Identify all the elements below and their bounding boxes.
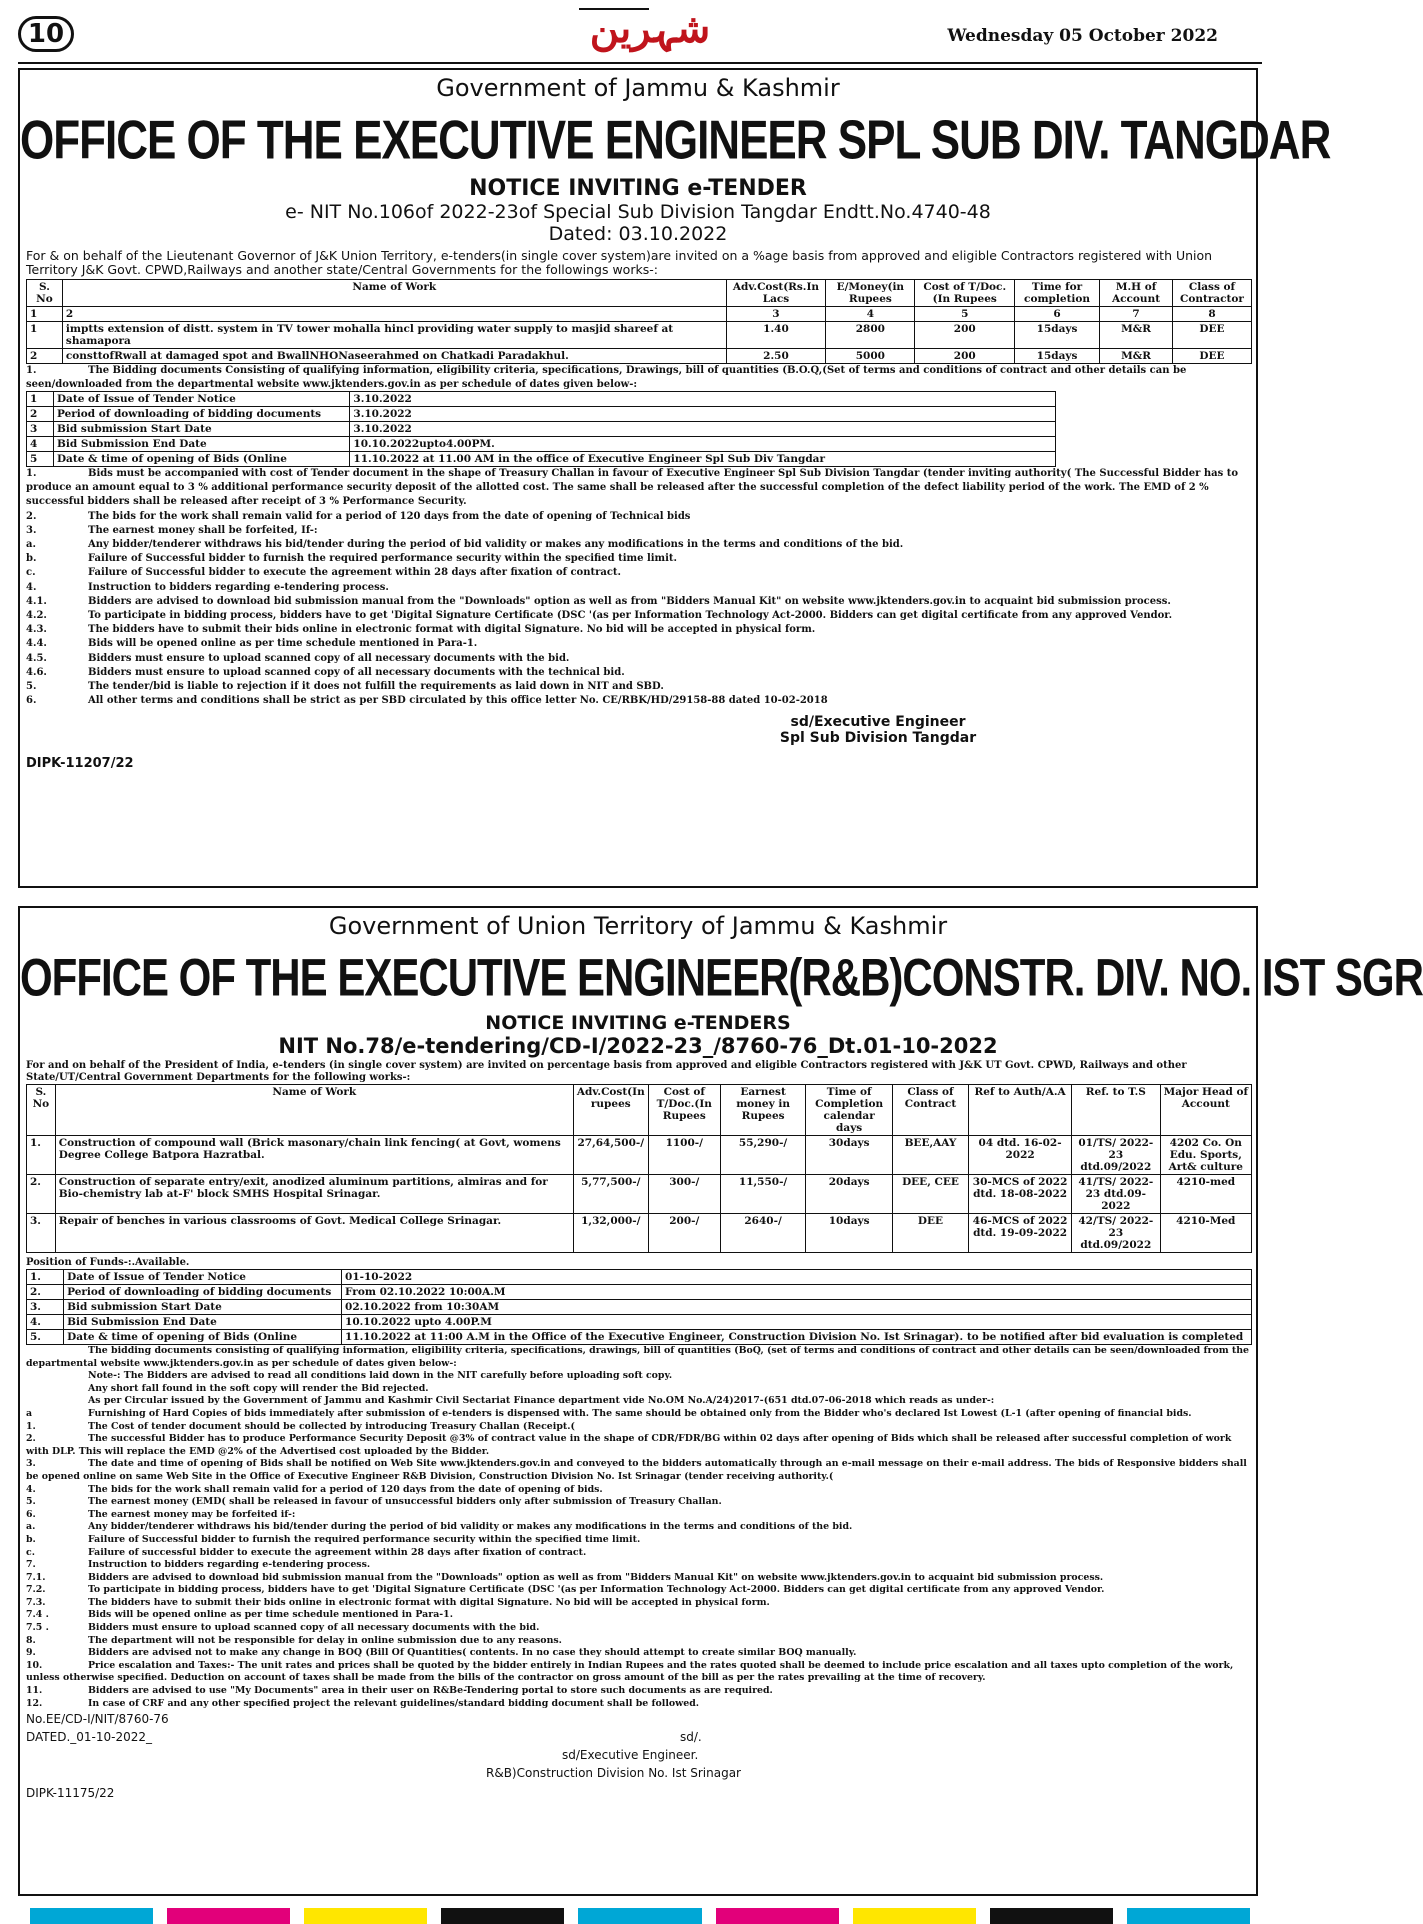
- intro-paragraph: For and on behalf of the President of India, e-tenders (in single cover system) are invited on percentage basis from approved and eligible Contractors registered with J&K UT Govt. CPWD, Railways and other State/UT/Central Government Departments for the following works-:: [26, 1060, 1187, 1083]
- clause-text: To participate in bidding process, bidders have to get 'Digital Signature Certificate (DSC '(as per Information Technology Act-2000. Bidders can get digital certificate from any approved Vendor.: [88, 610, 1173, 622]
- table-row: [27, 422, 1056, 437]
- table-cell: 200: [915, 349, 1015, 364]
- table-cell: 55,290-/: [720, 1136, 806, 1175]
- table-cell: 02.10.2022 from 10:30AM: [342, 1300, 1252, 1315]
- table-cell: 2640-/: [720, 1214, 806, 1253]
- clause-number: 5.: [26, 681, 37, 693]
- column-header: Class of Contractor: [1172, 280, 1251, 307]
- clause-item: [26, 637, 1250, 651]
- clause-item: [26, 1698, 1250, 1711]
- clause-text: The successful Bidder has to produce Performance Security Deposit @3% of contract value in the shape of CDR/FDR/BG within 02 days after opening of Bids which shall be released after successful completion of work with DLP. This will replace the EMD @2% of the Advertised cost uploaded by the Bidder.: [26, 1433, 1232, 1457]
- clause-number: 10.: [26, 1659, 43, 1671]
- table-cell: M&R: [1100, 349, 1173, 364]
- intro-paragraph: For & on behalf of the Lieutenant Governor of J&K Union Territory, e-tenders(in single cover system)are invited on a %age basis from approved and eligible Contractors registered with Union Territory J&K Govt. CPWD,Railways and another state/Central Governments for the followings works-:: [26, 248, 1213, 277]
- clause-item: [26, 1597, 1250, 1610]
- table-cell: 1: [27, 322, 63, 349]
- clause-list: [20, 1345, 1256, 1710]
- masthead-logo: شہرین: [589, 5, 711, 52]
- position-of-funds: Position of Funds-:.Available.: [26, 1257, 190, 1268]
- table-cell: Bid Submission End Date: [53, 437, 349, 452]
- table-cell: 200-/: [648, 1214, 720, 1253]
- clause-text: The bidders have to submit their bids online in electronic format with digital Signature. No bid will be accepted in physical form.: [88, 624, 816, 636]
- clause-text: The bidders have to submit their bids online in electronic format with digital Signature. No bid will be accepted in physical form.: [88, 1596, 770, 1608]
- masthead-decoration: [579, 8, 649, 18]
- clause-number: 5.: [26, 1496, 36, 1508]
- table-cell: Period of downloading of bidding documents: [64, 1285, 342, 1300]
- clause-item: [26, 623, 1250, 637]
- table-cell: 2.50: [726, 349, 826, 364]
- clause-number: 11.: [26, 1685, 43, 1697]
- clause-number: 7.3.: [26, 1596, 46, 1608]
- table-cell: 1.40: [726, 322, 826, 349]
- page-header: [0, 0, 1280, 66]
- column-header: M.H of Account: [1100, 280, 1173, 307]
- table-cell: Bid submission Start Date: [64, 1300, 342, 1315]
- clause-text: The department will not be responsible for delay in online submission due to any reasons.: [88, 1634, 562, 1646]
- clause-text: Furnishing of Hard Copies of bids immediately after submission of e-tenders is dispensed with. The same should be obtained only from the Bidder who's declared Ist Lowest (L-1 (after opening of financial bids.: [88, 1407, 1192, 1419]
- table-cell: Construction of separate entry/exit, anodized aluminum partitions, almiras and for Bio-chemistry lab at-F' block SMHS Hospital Srinagar.: [55, 1175, 573, 1214]
- clause-text: Any short fall found in the soft copy will render the Bid rejected.: [88, 1382, 429, 1394]
- table-cell: 11.10.2022 at 11.00 AM in the office of Executive Engineer Spl Sub Div Tangdar: [350, 452, 1056, 467]
- clause-text: The earnest money may be forfeited if-:: [88, 1508, 296, 1520]
- column-header: Time for completion: [1014, 280, 1099, 307]
- column-header: Adv.Cost(In rupees: [573, 1085, 648, 1136]
- clause-text: Failure of Successful bidder to execute the agreement within 28 days after fixation of contract.: [88, 567, 622, 579]
- clause-item: [26, 609, 1250, 623]
- clause-item: [26, 510, 1250, 524]
- table-cell: 2.: [27, 1175, 56, 1214]
- clause-item: [26, 595, 1250, 609]
- table-cell: 200: [915, 322, 1015, 349]
- table-cell: Date & time of opening of Bids (Online: [64, 1330, 342, 1345]
- clause-text: Bids must be accompanied with cost of Tender document in the shape of Treasury Challan in favour of Executive Engineer Spl Sub Division Tangdar (tender inviting authority( The Successful Bidder has to produce an amount equal to 3 % additional performance security deposit of the allotted cost. The same shall be released after the successful completion of the defect liability period of the work. The EMD of 2 % successful bidders shall be released after receipt of 3 % Performance Security.: [26, 468, 1238, 508]
- clause-number: 7.: [26, 1559, 36, 1571]
- government-line: Government of Union Territory of Jammu & Kashmir: [328, 912, 948, 940]
- clause-item: [26, 467, 1250, 510]
- clause-item: [26, 666, 1250, 680]
- table-cell: 10.10.2022 upto 4.00P.M: [342, 1315, 1252, 1330]
- clause-number: 4.: [26, 1483, 36, 1495]
- signature-line2: Spl Sub Division Tangdar: [779, 730, 977, 747]
- clause-item: [26, 1458, 1250, 1483]
- table-cell: 5: [27, 452, 54, 467]
- clause-number: c.: [26, 1546, 35, 1558]
- table-cell: 11,550-/: [720, 1175, 806, 1214]
- table-cell: 1,32,000-/: [573, 1214, 648, 1253]
- clause-text: To participate in bidding process, bidders have to get 'Digital Signature Certificate (DSC '(as per Information Technology Act-2000. Bidders can get digital certificate from any approved Vendor.: [88, 1584, 1105, 1596]
- table-header-row: [27, 280, 1252, 307]
- government-line: Government of Jammu & Kashmir: [436, 74, 840, 102]
- clause-text: All other terms and conditions shall be strict as per SBD circulated by this office letter No. CE/RBK/HD/29158-88 dated 10-02-2018: [88, 695, 828, 707]
- column-number: 8: [1172, 307, 1251, 322]
- clause-number: 9.: [26, 1647, 36, 1659]
- clause-item: [26, 1635, 1250, 1648]
- clause-item: [26, 1584, 1250, 1597]
- table-row: [27, 1136, 1252, 1175]
- registration-color-bar: [30, 1908, 1250, 1924]
- table-cell: 4210-Med: [1160, 1214, 1251, 1253]
- clause-number: 1.: [26, 468, 37, 479]
- works-table: [26, 279, 1252, 364]
- table-cell: 1100-/: [648, 1136, 720, 1175]
- table-row: [27, 407, 1056, 422]
- column-header: Major Head of Account: [1160, 1085, 1251, 1136]
- column-number: 7: [1100, 307, 1173, 322]
- column-header: Ref. to T.S: [1072, 1085, 1161, 1136]
- table-cell: Date of Issue of Tender Notice: [53, 392, 349, 407]
- table-cell: consttofRwall at damaged spot and BwallNHONaseerahmed on Chatkadi Paradakhul.: [62, 349, 726, 364]
- table-cell: 46-MCS of 2022 dtd. 19-09-2022: [969, 1214, 1072, 1253]
- clause-item: [26, 1421, 1250, 1434]
- table-cell: 4.: [27, 1315, 64, 1330]
- table-row: [27, 392, 1056, 407]
- table-cell: 42/TS/ 2022-23 dtd.09/2022: [1072, 1214, 1161, 1253]
- tender-notice-srinagar: [18, 906, 1423, 1896]
- clause-text: Bids will be opened online as per time schedule mentioned in Para-1.: [88, 638, 478, 650]
- table-row: [27, 1315, 1252, 1330]
- clause-item: [26, 1572, 1250, 1585]
- table-row: [27, 1330, 1252, 1345]
- clause-number: 3.: [26, 524, 37, 536]
- clause-item: [26, 1395, 1250, 1408]
- clause-number: 4.4.: [26, 638, 47, 650]
- column-number: 2: [62, 307, 726, 322]
- table-cell: 20days: [806, 1175, 892, 1214]
- table-cell: 2: [27, 407, 54, 422]
- table-cell: 41/TS/ 2022-23 dtd.09-2022: [1072, 1175, 1161, 1214]
- color-swatch: [30, 1908, 153, 1924]
- clause-item: [26, 1370, 1250, 1383]
- table-cell: DEE: [1172, 322, 1251, 349]
- clause-number: b.: [26, 553, 37, 565]
- color-swatch: [1127, 1908, 1250, 1924]
- table-cell: Bid Submission End Date: [64, 1315, 342, 1330]
- clause-item: [26, 680, 1250, 694]
- clause-text: The earnest money (EMD( shall be released in favour of unsuccessful bidders only after submission of Treasury Challan.: [88, 1496, 722, 1508]
- issue-date: Wednesday 05 October 2022: [947, 26, 1218, 46]
- table-cell: 3.: [27, 1300, 64, 1315]
- clause-number: 8.: [26, 1634, 36, 1646]
- table-row: [27, 1300, 1252, 1315]
- clause-text: Failure of successful bidder to execute the agreement within 28 days after fixation of contract.: [88, 1546, 587, 1558]
- table-row: [27, 322, 1252, 349]
- table-cell: 10.10.2022upto4.00PM.: [350, 437, 1056, 452]
- clause-number: 2.: [26, 1433, 36, 1445]
- reference-number: No.EE/CD-I/NIT/8760-76: [26, 1712, 169, 1727]
- table-cell: DEE, CEE: [892, 1175, 968, 1214]
- clause-number: 4.6.: [26, 666, 47, 678]
- clause-item: [26, 1559, 1250, 1572]
- clause-text: Bidders are advised to download bid submission manual from the "Downloads" option as well as from "Bidders Manual Kit" on website www.jktenders.gov.in to acquaint bid submission process.: [88, 595, 1171, 607]
- table-cell: 11.10.2022 at 11:00 A.M in the Office of the Executive Engineer, Construction Division No. Ist Srinagar). to be notified after bid evaluation is completed: [342, 1330, 1252, 1345]
- table-cell: 2: [27, 349, 63, 364]
- table-cell: Bid submission Start Date: [53, 422, 349, 437]
- table-row: [27, 1214, 1252, 1253]
- clause-item: [26, 1484, 1250, 1497]
- table-cell: 15days: [1014, 322, 1099, 349]
- newspaper-masthead: [575, 6, 725, 66]
- table-cell: 2.: [27, 1285, 64, 1300]
- table-cell: 3.: [27, 1214, 56, 1253]
- signature-sd: sd/.: [680, 1730, 702, 1745]
- clause-text: Bidders must ensure to upload scanned copy of all necessary documents with the technical bid.: [88, 666, 625, 678]
- clause-text: The Bidding documents Consisting of qualifying information, eligibility criteria, specifications, Drawings, bill of quantities (B.O.Q,(Set of terms and conditions of contract and other details can be seen/downloaded from the departmental website www.jktenders.gov.in as per schedule of dates given below-:: [26, 365, 1187, 390]
- notice-title: NOTICE INVITING e-TENDERS: [485, 1012, 791, 1034]
- office-heading: OFFICE OF THE EXECUTIVE ENGINEER SPL SUB DIV. TANGDAR: [20, 109, 1331, 171]
- table-cell: 3.10.2022: [350, 392, 1056, 407]
- table-cell: 27,64,500-/: [573, 1136, 648, 1175]
- table-cell: 30days: [806, 1136, 892, 1175]
- table-cell: imptts extension of distt. system in TV tower mohalla hincl providing water supply to masjid shareef at shamapora: [62, 322, 726, 349]
- signature-line2: R&B)Construction Division No. Ist Srinagar: [486, 1766, 741, 1781]
- column-header: S. No: [27, 280, 63, 307]
- table-row: [27, 1175, 1252, 1214]
- table-cell: BEE,AAY: [892, 1136, 968, 1175]
- tender-notice-tangdar: [18, 68, 1331, 888]
- clause-text: Instruction to bidders regarding e-tendering process.: [88, 581, 389, 593]
- clause-number: 7.1.: [26, 1571, 46, 1583]
- column-number: 5: [915, 307, 1015, 322]
- table-cell: 30-MCS of 2022 dtd. 18-08-2022: [969, 1175, 1072, 1214]
- column-header: Earnest money in Rupees: [720, 1085, 806, 1136]
- table-cell: 01-10-2022: [342, 1270, 1252, 1285]
- color-swatch: [441, 1908, 564, 1924]
- clause-text: The tender/bid is liable to rejection if it does not fulfill the requirements as laid down in NIT and SBD.: [88, 681, 664, 693]
- table-cell: From 02.10.2022 10:00A.M: [342, 1285, 1252, 1300]
- column-number: 3: [726, 307, 826, 322]
- clause-text: Any bidder/tenderer withdraws his bid/tender during the period of bid validity or makes any modifications in the terms and conditions of the bid.: [88, 1521, 853, 1533]
- table-cell: 01/TS/ 2022-23 dtd.09/2022: [1072, 1136, 1161, 1175]
- column-number-row: [27, 307, 1252, 322]
- table-cell: 2800: [826, 322, 915, 349]
- clause-item: [26, 694, 1250, 708]
- column-header: Class of Contract: [892, 1085, 968, 1136]
- table-cell: 04 dtd. 16-02-2022: [969, 1136, 1072, 1175]
- clause-text: Bidders are advised to use "My Documents" area in their user on R&Be-Tendering portal to store such documents as are required.: [88, 1685, 773, 1697]
- column-header: S. No: [27, 1085, 56, 1136]
- clause-number: 3.: [26, 1458, 36, 1470]
- page-number: 10: [18, 16, 74, 52]
- clause-text: Price escalation and Taxes:- The unit rates and prices shall be quoted by the bidder entirely in Indian Rupees and the rates quoted shall be deemed to include price escalation and all taxes upto completion of the work, unless otherwise specified. Deduction on account of taxes shall be made from the bills of the contractor on gross amount of the bill as per the rates prevailing at the time of recovery.: [26, 1659, 1234, 1684]
- clause-item: [26, 1408, 1250, 1421]
- clause-bidding: 1. The Bidding documents Consisting of qualifying information, eligibility criteria, specifications, Drawings, bill of quantities (B.O.Q,(Set of terms and conditions of contract and other details can be seen/downloaded from the departmental website www.jktenders.gov.in as per schedule of dates given below-:: [26, 365, 1187, 390]
- clause-text: Bids will be opened online as per time schedule mentioned in Para-1.: [88, 1609, 453, 1621]
- table-cell: 5000: [826, 349, 915, 364]
- signature-line1: sd/Executive Engineer: [790, 714, 966, 731]
- nit-number: e- NIT No.106of 2022-23of Special Sub Division Tangdar Endtt.No.4740-48: [285, 201, 991, 223]
- clause-text: As per Circular issued by the Government of Jammu and Kashmir Civil Sectariat Finance department vide No.OM No.A/24)2017-(651 dtd.07-06-2018 which reads as under-:: [88, 1395, 995, 1407]
- clause-text: The earnest money shall be forfeited, If-:: [88, 524, 318, 536]
- clause-number: c.: [26, 567, 36, 579]
- column-header: Name of Work: [62, 280, 726, 307]
- dipk-number: DIPK-11207/22: [26, 756, 134, 772]
- clause-number: 4.: [26, 581, 37, 593]
- table-cell: 4202 Co. On Edu. Sports, Art& culture: [1160, 1136, 1251, 1175]
- clause-item: [26, 581, 1250, 595]
- clause-item: [26, 538, 1250, 552]
- table-cell: 3: [27, 422, 54, 437]
- reference-date: DATED._01-10-2022_: [26, 1730, 153, 1745]
- clause-text: The bidding documents consisting of qualifying information, eligibility criteria, specifications, drawings, bill of quantities (BoQ, (set of terms and conditions of contract and other details can be seen/downloaded from the departmental website www.jktenders.gov.in as per schedule of dates given below-:: [26, 1345, 1250, 1369]
- clause-number: 6.: [26, 1508, 36, 1520]
- signature-line1: sd/Executive Engineer.: [562, 1748, 699, 1763]
- table-cell: 10days: [806, 1214, 892, 1253]
- header-rule: [18, 62, 1262, 64]
- clause-number: 4.3.: [26, 624, 47, 636]
- clause-item: [26, 1345, 1250, 1370]
- table-cell: Construction of compound wall (Brick masonary/chain link fencing( at Govt, womens Degree College Batpora Hazratbal.: [55, 1136, 573, 1175]
- clause-item: [26, 566, 1250, 580]
- column-number: 6: [1014, 307, 1099, 322]
- clause-item: [26, 1660, 1250, 1685]
- color-swatch: [167, 1908, 290, 1924]
- notice-title: NOTICE INVITING e-TENDER: [469, 176, 807, 201]
- table-cell: 15days: [1014, 349, 1099, 364]
- clause-number: 2.: [26, 510, 37, 522]
- clause-item: [26, 1433, 1250, 1458]
- clause-number: a.: [26, 1521, 36, 1533]
- schedule-table: [26, 1269, 1252, 1345]
- clause-item: [26, 552, 1250, 566]
- clause-item: [26, 1647, 1250, 1660]
- table-cell: Date of Issue of Tender Notice: [64, 1270, 342, 1285]
- schedule-table: [26, 391, 1056, 467]
- table-cell: Period of downloading of bidding documents: [53, 407, 349, 422]
- column-header: Adv.Cost(Rs.In Lacs: [726, 280, 826, 307]
- clause-item: [26, 652, 1250, 666]
- color-swatch: [853, 1908, 976, 1924]
- clause-text: Bidders are advised not to make any change in BOQ (Bill Of Quantities( contents. In no case they should attempt to create similar BOQ manually.: [88, 1647, 857, 1659]
- column-number: 1: [27, 307, 63, 322]
- table-row: [27, 437, 1056, 452]
- table-cell: DEE: [892, 1214, 968, 1253]
- column-header: Ref to Auth/A.A: [969, 1085, 1072, 1136]
- clause-item: [26, 1547, 1250, 1560]
- table-cell: 1: [27, 392, 54, 407]
- table-cell: 5.: [27, 1330, 64, 1345]
- clause-number: 4.1.: [26, 595, 47, 607]
- clause-number: 1.: [26, 1420, 36, 1432]
- table-cell: 4: [27, 437, 54, 452]
- clause-item: [26, 1496, 1250, 1509]
- clause-item: [26, 1383, 1250, 1396]
- clause-number: b.: [26, 1533, 36, 1545]
- clause-item: [26, 1622, 1250, 1635]
- clause-number: a: [26, 1407, 33, 1419]
- table-row: [27, 349, 1252, 364]
- table-cell: 3.10.2022: [350, 422, 1056, 437]
- table-cell: 5,77,500-/: [573, 1175, 648, 1214]
- clause-number: 4.2.: [26, 610, 47, 622]
- clause-number: 4.5.: [26, 652, 47, 664]
- clause-text: The bids for the work shall remain valid for a period of 120 days from the date of opening of bids.: [88, 1483, 603, 1495]
- clause-text: The bids for the work shall remain valid for a period of 120 days from the date of opening of Technical bids: [88, 510, 691, 522]
- clause-text: Failure of Successful bidder to furnish the required performance security within the specified time limit.: [88, 553, 678, 565]
- column-header: Cost of T/Doc.(In Rupees: [648, 1085, 720, 1136]
- column-header: Cost of T/Doc.(In Rupees: [915, 280, 1015, 307]
- column-number: 4: [826, 307, 915, 322]
- clause-text: Bidders must ensure to upload scanned copy of all necessary documents with the bid.: [88, 652, 570, 664]
- table-row: [27, 452, 1056, 467]
- clause-item: [26, 1521, 1250, 1534]
- clause-number: 12.: [26, 1697, 43, 1709]
- notice-date: Dated: 03.10.2022: [548, 223, 728, 245]
- clause-text: In case of CRF and any other specified project the relevant guidelines/standard bidding document shall be followed.: [88, 1697, 700, 1709]
- color-swatch: [578, 1908, 701, 1924]
- table-cell: 1.: [27, 1136, 56, 1175]
- table-cell: DEE: [1172, 349, 1251, 364]
- clause-text: Failure of Successful bidder to furnish the required performance security within the specified time limit.: [88, 1533, 641, 1545]
- table-cell: Date & time of opening of Bids (Online: [53, 452, 349, 467]
- table-cell: M&R: [1100, 322, 1173, 349]
- table-header-row: [27, 1085, 1252, 1136]
- column-header: Name of Work: [55, 1085, 573, 1136]
- clause-item: [26, 1609, 1250, 1622]
- column-header: E/Money(in Rupees: [826, 280, 915, 307]
- clause-number: a.: [26, 539, 36, 551]
- table-cell: 3.10.2022: [350, 407, 1056, 422]
- dipk-number: DIPK-11175/22: [26, 1786, 115, 1801]
- clause-number: 7.4 .: [26, 1609, 49, 1621]
- clause-item: [26, 524, 1250, 538]
- clause-item: [26, 1509, 1250, 1522]
- clause-text: The date and time of opening of Bids shall be notified on Web Site www.jktenders.gov.in and conveyed to the bidders automatically through an e-mail message on their e-mail address. The bids of Responsive bidders shall be opened online on same Web Site in the Office of Executive Engineer R&B Division, Construction Division No. Ist Srinagar (tender receiving authority.(: [26, 1458, 1247, 1482]
- clause-text: Note-: The Bidders are advised to read all conditions laid down in the NIT carefully before uploading soft copy.: [88, 1370, 673, 1382]
- office-heading: OFFICE OF THE EXECUTIVE ENGINEER(R&B)CONSTR. DIV. NO. IST SGR: [20, 948, 1423, 1007]
- table-cell: 1.: [27, 1270, 64, 1285]
- table-row: [27, 1270, 1252, 1285]
- table-row: [27, 1285, 1252, 1300]
- clause-text: The Cost of tender document should be collected by introducing Treasury Challan (Receipt.(: [88, 1420, 575, 1432]
- clause-text: Bidders are advised to download bid submission manual from the "Downloads" option as well as from "Bidders Manual Kit" on website www.jktenders.gov.in to acquaint bid submission process.: [88, 1571, 1104, 1583]
- column-header: Time of Completion calendar days: [806, 1085, 892, 1136]
- nit-number: NIT No.78/e-tendering/CD-I/2022-23_/8760-76_Dt.01-10-2022: [278, 1034, 998, 1058]
- clause-item: [26, 1685, 1250, 1698]
- color-swatch: [716, 1908, 839, 1924]
- color-swatch: [990, 1908, 1113, 1924]
- clause-text: Any bidder/tenderer withdraws his bid/tender during the period of bid validity or makes any modifications in the terms and conditions of the bid.: [88, 539, 904, 551]
- clause-list: [20, 467, 1256, 708]
- clause-number: 7.5 .: [26, 1622, 49, 1634]
- clause-item: [26, 1534, 1250, 1547]
- clause-number: 6.: [26, 695, 37, 707]
- clause-text: Instruction to bidders regarding e-tendering process.: [88, 1559, 371, 1571]
- color-swatch: [304, 1908, 427, 1924]
- clause-number: 7.2.: [26, 1584, 46, 1596]
- clause-text: Bidders must ensure to upload scanned copy of all necessary documents with the bid.: [88, 1622, 540, 1634]
- table-cell: 4210-med: [1160, 1175, 1251, 1214]
- table-cell: 300-/: [648, 1175, 720, 1214]
- table-cell: Repair of benches in various classrooms of Govt. Medical College Srinagar.: [55, 1214, 573, 1253]
- works-table: [26, 1084, 1252, 1253]
